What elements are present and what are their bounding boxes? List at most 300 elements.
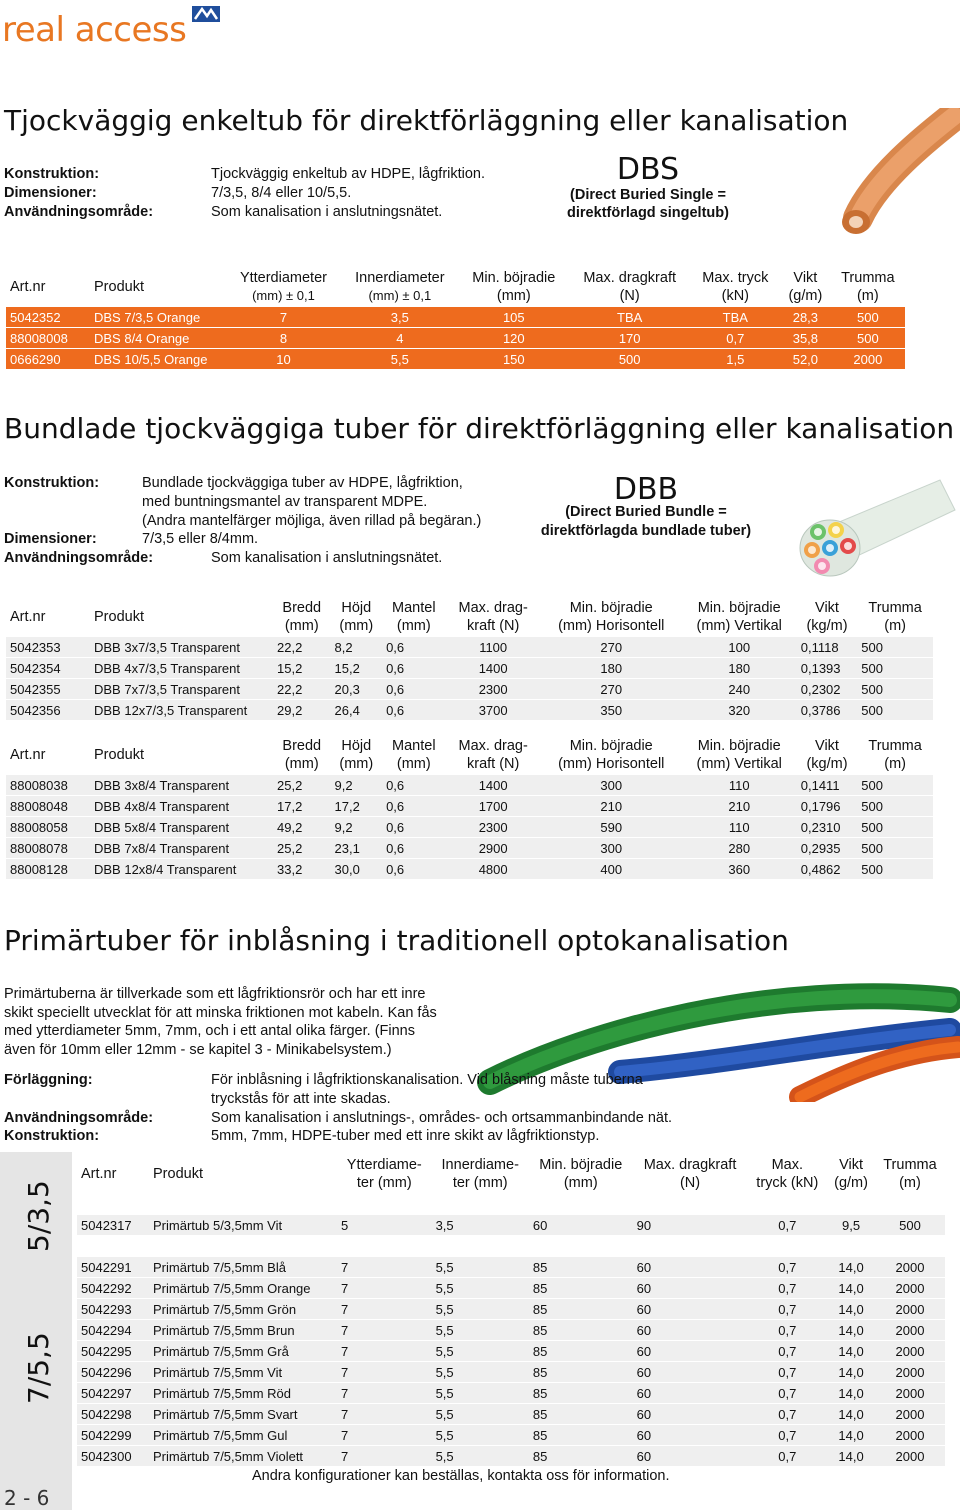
table-cell: 0,6 bbox=[382, 817, 445, 838]
table-cell: 14,0 bbox=[827, 1425, 875, 1446]
col-header: Max. drag- kraft (N) bbox=[458, 600, 528, 634]
spec-value: Tjockväggig enkeltub av HDPE, lågfriktion. bbox=[211, 166, 486, 182]
table-cell: 0,7 bbox=[747, 1278, 827, 1299]
table-cell: 120 bbox=[459, 328, 569, 349]
table-cell: 270 bbox=[541, 679, 682, 700]
table-cell: 49,2 bbox=[273, 817, 331, 838]
table-cell: 7 bbox=[337, 1425, 432, 1446]
table-cell: 5042300 bbox=[77, 1446, 149, 1467]
table-cell: Primärtub 7/5,5mm Grön bbox=[149, 1299, 337, 1320]
spec-label: Konstruktion: bbox=[4, 1128, 100, 1144]
table-cell: 500 bbox=[857, 637, 933, 658]
spec-value: För inblåsning i lågfriktionskanalisation. Vid blåsning måste tuberna bbox=[211, 1072, 643, 1088]
table-cell: 9,2 bbox=[331, 817, 383, 838]
table-cell: 5,5 bbox=[432, 1404, 529, 1425]
table-cell: 3700 bbox=[446, 700, 541, 721]
spec-value: Som kanalisation i anslutningsnätet. bbox=[211, 204, 443, 220]
table-cell: 5042291 bbox=[77, 1257, 149, 1278]
dbs-code-desc-1: (Direct Buried Single = bbox=[570, 187, 726, 203]
spec-label: Förläggning: bbox=[4, 1072, 93, 1088]
table-cell: DBB 4x7/3,5 Transparent bbox=[90, 658, 273, 679]
spec-label: Dimensioner: bbox=[4, 531, 97, 547]
table-cell: DBB 5x8/4 Transparent bbox=[90, 817, 273, 838]
col-header: Trumma (m) bbox=[883, 1157, 937, 1191]
table-cell: Primärtub 7/5,5mm Brun bbox=[149, 1320, 337, 1341]
table-cell: 60 bbox=[633, 1404, 748, 1425]
table-row bbox=[77, 1278, 945, 1299]
col-header: Min. böjradie (mm) bbox=[539, 1157, 623, 1191]
table-cell: 15,2 bbox=[331, 658, 383, 679]
table-cell: 17,2 bbox=[331, 796, 383, 817]
table-cell: 3,5 bbox=[432, 1215, 529, 1236]
table-cell: 23,1 bbox=[331, 838, 383, 859]
table-cell: Primärtub 7/5,5mm Vit bbox=[149, 1362, 337, 1383]
col-header: Mantel (mm) bbox=[392, 600, 436, 634]
table-row bbox=[77, 1425, 945, 1446]
table-cell: 0,6 bbox=[382, 679, 445, 700]
table-cell: 0,6 bbox=[382, 658, 445, 679]
col-header: Innerdiameter (mm) ± 0,1 bbox=[355, 270, 445, 303]
table-cell: 7 bbox=[337, 1362, 432, 1383]
table-cell: 22,2 bbox=[273, 679, 331, 700]
spec-value: Bundlade tjockväggiga tuber av HDPE, lågfriktion, bbox=[142, 475, 463, 491]
table-cell: 500 bbox=[857, 859, 933, 880]
spec-label: Användningsområde: bbox=[4, 550, 154, 566]
table-cell: 7 bbox=[337, 1404, 432, 1425]
table-row bbox=[6, 817, 933, 838]
table-cell: 60 bbox=[633, 1320, 748, 1341]
table-row bbox=[77, 1383, 945, 1404]
table-cell: 0,1796 bbox=[797, 796, 857, 817]
table-cell: 590 bbox=[541, 817, 682, 838]
spec-value: Som kanalisation i anslutnings-, områdes- och ortsammanbindande nät. bbox=[211, 1110, 673, 1126]
col-header: Mantel (mm) bbox=[392, 738, 436, 772]
table-row bbox=[77, 1215, 945, 1236]
table-cell: 0,7 bbox=[747, 1362, 827, 1383]
table-cell: 5042294 bbox=[77, 1320, 149, 1341]
table-cell: 0,7 bbox=[747, 1446, 827, 1467]
col-header: Min. böjradie (mm) Vertikal bbox=[696, 600, 782, 634]
primartub-description: Primärtuberna är tillverkade som ett lågfriktionsrör och har ett inre skikt speciellt utvecklat för att minska friktionen mot kabeln. Kan fås med ytterdiameter 5mm, 7mm, och i ett antal olika färger. (Finns även för 10mm eller 12mm - se kapitel 3 - Minikabelsystem.) bbox=[4, 986, 437, 1058]
footnote: Andra konfigurationer kan beställas, kontakta oss för information. bbox=[252, 1468, 670, 1484]
table-cell: 2000 bbox=[875, 1362, 945, 1383]
table-cell: 60 bbox=[529, 1215, 633, 1236]
table-row bbox=[6, 658, 933, 679]
table-cell: 180 bbox=[682, 658, 797, 679]
table-cell: 2000 bbox=[875, 1299, 945, 1320]
table-cell: 5042292 bbox=[77, 1278, 149, 1299]
table-cell: 14,0 bbox=[827, 1278, 875, 1299]
table-cell: 29,2 bbox=[273, 700, 331, 721]
table-cell: DBB 3x7/3,5 Transparent bbox=[90, 637, 273, 658]
table-cell: 5042353 bbox=[6, 637, 90, 658]
table-cell: 88008038 bbox=[6, 775, 90, 796]
table-cell: 2900 bbox=[446, 838, 541, 859]
table-row bbox=[6, 679, 933, 700]
table-cell: 14,0 bbox=[827, 1383, 875, 1404]
table-cell: 7 bbox=[226, 307, 341, 328]
table-cell: 105 bbox=[459, 307, 569, 328]
col-header: Höjd (mm) bbox=[339, 738, 374, 772]
table-cell: Primärtub 7/5,5mm Grå bbox=[149, 1341, 337, 1362]
table-cell: 88008008 bbox=[6, 328, 90, 349]
table-cell: 0,2310 bbox=[797, 817, 857, 838]
spec-value: med buntningsmantel av transparent MDPE. bbox=[142, 494, 428, 510]
table-cell: 5,5 bbox=[432, 1446, 529, 1467]
table-cell: 5042352 bbox=[6, 307, 90, 328]
table-cell: 0,7 bbox=[747, 1341, 827, 1362]
table-cell: 500 bbox=[857, 838, 933, 859]
table-cell: 15,2 bbox=[273, 658, 331, 679]
table-cell: 0,3786 bbox=[797, 700, 857, 721]
table-cell: 0,6 bbox=[382, 637, 445, 658]
table-cell: 110 bbox=[682, 775, 797, 796]
table-cell: 5,5 bbox=[432, 1341, 529, 1362]
table-cell: 100 bbox=[682, 637, 797, 658]
dbb-code-desc-1: (Direct Buried Bundle = bbox=[565, 504, 727, 520]
col-header: Produkt bbox=[94, 609, 144, 625]
table-cell: 14,0 bbox=[827, 1257, 875, 1278]
table-cell: DBS 10/5,5 Orange bbox=[90, 349, 226, 370]
table-cell: 8,2 bbox=[331, 637, 383, 658]
table-row bbox=[6, 637, 933, 658]
table-row bbox=[6, 328, 905, 349]
table-cell: 1,5 bbox=[691, 349, 781, 370]
table-cell: 10 bbox=[226, 349, 341, 370]
table-cell: 0,7 bbox=[747, 1257, 827, 1278]
table-cell: 0,6 bbox=[382, 838, 445, 859]
table-cell: 14,0 bbox=[827, 1299, 875, 1320]
table-cell: 0,2935 bbox=[797, 838, 857, 859]
table-cell: 2000 bbox=[875, 1425, 945, 1446]
table-cell: 500 bbox=[875, 1215, 945, 1236]
spec-label: Konstruktion: bbox=[4, 166, 100, 182]
col-header: Art.nr bbox=[81, 1166, 117, 1182]
col-header: Trumma (m) bbox=[841, 270, 895, 304]
table-cell: 320 bbox=[682, 700, 797, 721]
table-cell: 14,0 bbox=[827, 1446, 875, 1467]
col-header: Art.nr bbox=[10, 609, 46, 625]
table-cell: TBA bbox=[691, 307, 781, 328]
table-cell: 500 bbox=[831, 328, 905, 349]
table-cell: 4800 bbox=[446, 859, 541, 880]
table-cell: 350 bbox=[541, 700, 682, 721]
table-cell: 0,7 bbox=[747, 1404, 827, 1425]
spec-value: 5mm, 7mm, HDPE-tuber med ett inre skikt av lågfriktionstyp. bbox=[211, 1128, 600, 1144]
table-row bbox=[77, 1362, 945, 1383]
table-cell: 2000 bbox=[875, 1278, 945, 1299]
table-cell: 33,2 bbox=[273, 859, 331, 880]
table-cell: 88008078 bbox=[6, 838, 90, 859]
table-cell: 5,5 bbox=[432, 1425, 529, 1446]
table-cell: 7 bbox=[337, 1278, 432, 1299]
table-cell: 85 bbox=[529, 1446, 633, 1467]
table-cell: 500 bbox=[569, 349, 691, 370]
dbb-table-7-3-5 bbox=[6, 597, 933, 721]
table-cell: 7 bbox=[337, 1299, 432, 1320]
table-cell: 150 bbox=[459, 349, 569, 370]
col-header: Trumma (m) bbox=[868, 600, 922, 634]
col-header: Min. böjradie (mm) bbox=[472, 270, 556, 304]
spec-label: Användningsområde: bbox=[4, 1110, 154, 1126]
table-cell: 2000 bbox=[875, 1341, 945, 1362]
table-cell: 22,2 bbox=[273, 637, 331, 658]
table-cell: 9,2 bbox=[331, 775, 383, 796]
table-cell: 1400 bbox=[446, 775, 541, 796]
col-header: Ytterdiame- ter (mm) bbox=[346, 1157, 422, 1191]
table-cell: 85 bbox=[529, 1362, 633, 1383]
table-cell: 300 bbox=[541, 838, 682, 859]
table-cell: 500 bbox=[857, 658, 933, 679]
table-cell: 0,6 bbox=[382, 775, 445, 796]
table-cell: 0,1393 bbox=[797, 658, 857, 679]
table-cell: 500 bbox=[857, 775, 933, 796]
col-header: Trumma (m) bbox=[868, 738, 922, 772]
table-cell: 30,0 bbox=[331, 859, 383, 880]
table-cell: 1100 bbox=[446, 637, 541, 658]
table-cell: 0,7 bbox=[747, 1383, 827, 1404]
col-header: Vikt (g/m) bbox=[834, 1157, 868, 1191]
page-number: 2 - 6 bbox=[4, 1486, 50, 1510]
bundle-tube-image bbox=[790, 470, 958, 580]
table-cell: 5,5 bbox=[432, 1320, 529, 1341]
col-header: Höjd (mm) bbox=[339, 600, 374, 634]
table-cell: 25,2 bbox=[273, 775, 331, 796]
table-cell: 240 bbox=[682, 679, 797, 700]
spec-label: Dimensioner: bbox=[4, 185, 97, 201]
table-cell: 14,0 bbox=[827, 1404, 875, 1425]
table-row bbox=[6, 700, 933, 721]
section-title-dbs: Tjockväggig enkeltub för direktförläggning eller kanalisation bbox=[4, 104, 849, 137]
table-cell: 0,2302 bbox=[797, 679, 857, 700]
table-cell: 5042354 bbox=[6, 658, 90, 679]
table-cell: 5042295 bbox=[77, 1341, 149, 1362]
table-cell: 5,5 bbox=[432, 1278, 529, 1299]
table-cell: 2000 bbox=[875, 1320, 945, 1341]
table-row bbox=[6, 775, 933, 796]
table-cell: 9,5 bbox=[827, 1215, 875, 1236]
table-row bbox=[77, 1320, 945, 1341]
dbb-code-desc-2: direktförlagda bundlade tuber) bbox=[540, 523, 752, 539]
dbs-code: DBS bbox=[616, 152, 680, 187]
table-cell: 5,5 bbox=[432, 1299, 529, 1320]
spec-value: tryckstås för att inte skadas. bbox=[211, 1091, 391, 1107]
table-cell: 4 bbox=[341, 328, 459, 349]
table-cell: 2000 bbox=[875, 1257, 945, 1278]
table-cell: 60 bbox=[633, 1278, 748, 1299]
table-cell: 5042355 bbox=[6, 679, 90, 700]
table-cell: 85 bbox=[529, 1299, 633, 1320]
table-cell: 0,1118 bbox=[797, 637, 857, 658]
table-cell: 5042317 bbox=[77, 1215, 149, 1236]
table-cell: 2300 bbox=[446, 679, 541, 700]
table-cell: DBB 7x7/3,5 Transparent bbox=[90, 679, 273, 700]
table-cell: 14,0 bbox=[827, 1362, 875, 1383]
col-header: Min. böjradie (mm) Vertikal bbox=[696, 738, 782, 772]
table-cell: 5042293 bbox=[77, 1299, 149, 1320]
dbb-table-8-4 bbox=[6, 735, 933, 880]
table-cell: 2000 bbox=[875, 1446, 945, 1467]
table-cell: 85 bbox=[529, 1383, 633, 1404]
col-header: Produkt bbox=[94, 279, 144, 295]
table-cell: 2000 bbox=[875, 1404, 945, 1425]
table-cell: 17,2 bbox=[273, 796, 331, 817]
col-header: Innerdiame- ter (mm) bbox=[441, 1157, 519, 1191]
col-header: Art.nr bbox=[10, 747, 46, 763]
table-cell: 3,5 bbox=[341, 307, 459, 328]
table-cell: 5,5 bbox=[432, 1362, 529, 1383]
table-cell: DBB 7x8/4 Transparent bbox=[90, 838, 273, 859]
table-cell: 5042356 bbox=[6, 700, 90, 721]
brand-logo: real access bbox=[2, 10, 187, 50]
table-cell: 0,6 bbox=[382, 859, 445, 880]
table-row bbox=[6, 307, 905, 328]
table-cell: DBB 4x8/4 Transparent bbox=[90, 796, 273, 817]
dbs-code-desc-2: direktförlagd singeltub) bbox=[567, 205, 729, 221]
table-cell: 360 bbox=[682, 859, 797, 880]
spec-value: 7/3,5, 8/4 eller 10/5,5. bbox=[211, 185, 352, 201]
table-row bbox=[77, 1257, 945, 1278]
col-header: Max. tryck (kN) bbox=[702, 270, 769, 304]
table-cell: 60 bbox=[633, 1425, 748, 1446]
table-row bbox=[6, 859, 933, 880]
table-cell: 300 bbox=[541, 775, 682, 796]
section-title-primartub: Primärtuber för inblåsning i traditionell optokanalisation bbox=[4, 924, 789, 957]
table-cell: 210 bbox=[682, 796, 797, 817]
table-cell: 5042299 bbox=[77, 1425, 149, 1446]
col-header: Min. böjradie (mm) Horisontell bbox=[558, 600, 665, 634]
table-cell: 0,7 bbox=[747, 1320, 827, 1341]
table-cell: 88008048 bbox=[6, 796, 90, 817]
table-cell: 170 bbox=[569, 328, 691, 349]
table-row bbox=[77, 1446, 945, 1467]
orange-tube-image bbox=[836, 108, 960, 238]
table-cell: 88008128 bbox=[6, 859, 90, 880]
dbb-code: DBB bbox=[613, 472, 679, 507]
table-cell: 35,8 bbox=[780, 328, 831, 349]
table-cell: 85 bbox=[529, 1320, 633, 1341]
table-cell: 14,0 bbox=[827, 1320, 875, 1341]
table-cell: 20,3 bbox=[331, 679, 383, 700]
table-cell: 1400 bbox=[446, 658, 541, 679]
table-cell: 5042298 bbox=[77, 1404, 149, 1425]
table-row bbox=[77, 1341, 945, 1362]
table-cell: 280 bbox=[682, 838, 797, 859]
size-label-7: 7/5,5 bbox=[22, 1332, 55, 1404]
table-cell: 400 bbox=[541, 859, 682, 880]
table-cell: 60 bbox=[633, 1299, 748, 1320]
table-cell: 7 bbox=[337, 1446, 432, 1467]
table-cell: Primärtub 5/3,5mm Vit bbox=[149, 1215, 337, 1236]
table-cell: 0666290 bbox=[6, 349, 90, 370]
table-cell: 110 bbox=[682, 817, 797, 838]
table-cell: 0,7 bbox=[691, 328, 781, 349]
spec-value: (Andra mantelfärger möjliga, även rillad på begäran.) bbox=[142, 513, 482, 529]
size-label-5: 5/3,5 bbox=[22, 1180, 55, 1252]
table-cell: 7 bbox=[337, 1341, 432, 1362]
table-cell: 500 bbox=[857, 796, 933, 817]
col-header: Vikt (kg/m) bbox=[806, 738, 848, 772]
table-cell: 180 bbox=[541, 658, 682, 679]
table-cell: 5 bbox=[337, 1215, 432, 1236]
col-header: Max. dragkraft (N) bbox=[583, 270, 676, 304]
table-cell: 60 bbox=[633, 1341, 748, 1362]
table-cell: 500 bbox=[857, 679, 933, 700]
spec-value: Som kanalisation i anslutningsnätet. bbox=[211, 550, 443, 566]
section-title-dbb: Bundlade tjockväggiga tuber för direktförläggning eller kanalisation bbox=[4, 412, 955, 445]
table-cell: 85 bbox=[529, 1341, 633, 1362]
table-row bbox=[6, 838, 933, 859]
table-cell: 5042296 bbox=[77, 1362, 149, 1383]
table-cell: 500 bbox=[857, 700, 933, 721]
table-cell: 25,2 bbox=[273, 838, 331, 859]
table-cell: 0,7 bbox=[747, 1425, 827, 1446]
table-cell: DBS 8/4 Orange bbox=[90, 328, 226, 349]
table-row bbox=[77, 1404, 945, 1425]
table-row bbox=[6, 796, 933, 817]
table-cell: 500 bbox=[831, 307, 905, 328]
col-header: Vikt (kg/m) bbox=[806, 600, 848, 634]
table-cell: 0,6 bbox=[382, 796, 445, 817]
table-cell: Primärtub 7/5,5mm Orange bbox=[149, 1278, 337, 1299]
table-cell: TBA bbox=[569, 307, 691, 328]
table-row bbox=[6, 349, 905, 370]
col-header: Art.nr bbox=[10, 279, 46, 295]
table-cell: Primärtub 7/5,5mm Svart bbox=[149, 1404, 337, 1425]
table-cell: 0,7 bbox=[747, 1299, 827, 1320]
table-cell: 60 bbox=[633, 1362, 748, 1383]
table-cell: 1700 bbox=[446, 796, 541, 817]
table-cell: 60 bbox=[633, 1446, 748, 1467]
spec-value: 7/3,5 eller 8/4mm. bbox=[142, 531, 259, 547]
table-cell: Primärtub 7/5,5mm Blå bbox=[149, 1257, 337, 1278]
table-cell: Primärtub 7/5,5mm Röd bbox=[149, 1383, 337, 1404]
table-cell: 5,5 bbox=[432, 1257, 529, 1278]
col-header: Produkt bbox=[153, 1166, 203, 1182]
col-header: Min. böjradie (mm) Horisontell bbox=[558, 738, 665, 772]
col-header: Bredd (mm) bbox=[282, 738, 322, 772]
spec-label: Konstruktion: bbox=[4, 475, 100, 491]
spec-label: Användningsområde: bbox=[4, 204, 154, 220]
table-cell: 0,4862 bbox=[797, 859, 857, 880]
primartub-table bbox=[77, 1154, 945, 1467]
table-cell: 0,1411 bbox=[797, 775, 857, 796]
table-cell: DBB 3x8/4 Transparent bbox=[90, 775, 273, 796]
table-cell: Primärtub 7/5,5mm Gul bbox=[149, 1425, 337, 1446]
dbs-table bbox=[6, 267, 905, 370]
table-cell: 7 bbox=[337, 1257, 432, 1278]
table-cell: 5042297 bbox=[77, 1383, 149, 1404]
brand-logo-mark bbox=[192, 6, 220, 22]
col-header: Ytterdiameter (mm) ± 0,1 bbox=[239, 270, 327, 303]
table-row bbox=[77, 1299, 945, 1320]
table-cell: 2000 bbox=[875, 1383, 945, 1404]
col-header: Max. tryck (kN) bbox=[756, 1157, 819, 1191]
table-cell: 85 bbox=[529, 1278, 633, 1299]
col-header: Max. dragkraft (N) bbox=[643, 1157, 737, 1191]
table-cell: 5,5 bbox=[341, 349, 459, 370]
table-cell: 500 bbox=[857, 817, 933, 838]
table-cell: 270 bbox=[541, 637, 682, 658]
col-header: Produkt bbox=[94, 747, 144, 763]
table-cell: 52,0 bbox=[780, 349, 831, 370]
table-cell: DBB 12x8/4 Transparent bbox=[90, 859, 273, 880]
table-cell: 85 bbox=[529, 1257, 633, 1278]
table-cell: 7 bbox=[337, 1383, 432, 1404]
table-cell: Primärtub 7/5,5mm Violett bbox=[149, 1446, 337, 1467]
table-cell: DBB 12x7/3,5 Transparent bbox=[90, 700, 273, 721]
table-cell: 0,6 bbox=[382, 700, 445, 721]
